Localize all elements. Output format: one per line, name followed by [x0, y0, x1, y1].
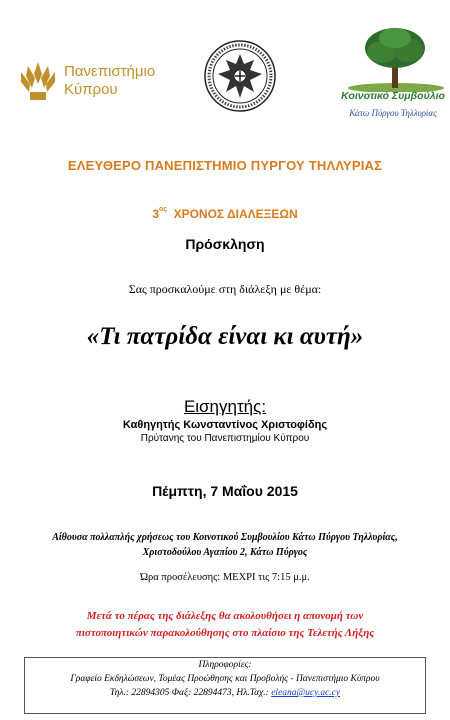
lecture-title: «Τι πατρίδα είναι κι αυτή» [86, 323, 364, 350]
community-council-logo [338, 26, 448, 126]
certificate-note-line1: Μετά το πέρας της διάλεξης θα ακολουθήσει η απονομή των [86, 610, 364, 622]
venue-line1: Αίθουσα πολλαπλής χρήσεως του Κοινοτικού Συμβουλίου Κάτω Πύργου Τηλλυρίας, [52, 532, 398, 543]
info-contact [25, 688, 425, 698]
lecture-series-heading [0, 207, 450, 221]
info-title: Πληροφορίες: [198, 660, 252, 670]
info-office: Γραφείο Εκδηλώσεων, Τομέας Προώθησης και Προβολής - Πανεπιστήμιο Κύπρου [70, 674, 380, 684]
email-link[interactable]: eleana@ucy.ac.cy [271, 688, 341, 698]
speaker-heading: Εισηγητής: [183, 397, 267, 416]
speaker-name: Καθηγητής Κωνσταντίνος Χριστοφίδης [122, 419, 328, 431]
certificate-note-line2: πιστοποιητικών παρακολούθησης στο πλαίσιο της Τελετής Λήξης [75, 627, 375, 639]
university-emblem-icon [20, 60, 56, 102]
event-date: Πέμπτη, 7 Μαΐου 2015 [152, 483, 298, 499]
university-logo [20, 60, 170, 105]
arrival-time: Ώρα προσέλευσης: ΜΕΧΡΙ τις 7:15 μ.μ. [140, 572, 310, 583]
speaker-role: Πρύτανης του Πανεπιστημίου Κύπρου [140, 433, 310, 444]
series-suffix: ος [159, 206, 167, 213]
series-label: ΧΡΟΝΟΣ ΔΙΑΛΕΞΕΩΝ [173, 207, 298, 221]
invitation-intro: Σας προσκαλούμε στη διάλεξη με θέμα: [128, 282, 322, 296]
organization-title: ΕΛΕΥΘΕΡΟ ΠΑΝΕΠΙΣΤΗΜΙΟ ΠΥΡΓΟΥ ΤΗΛΛΥΡΙΑΣ [67, 158, 383, 173]
university-logo-line2: Κύπρου [64, 81, 118, 98]
info-box [24, 657, 426, 714]
invitation-heading: Πρόσκληση [185, 236, 265, 252]
community-logo-subtitle: Κάτω Πύργου Τηλλυρίας [349, 108, 437, 118]
tree-icon [338, 26, 448, 92]
seal-emblem [204, 40, 276, 112]
venue-line2: Χριστοδούλου Αγαπίου 2, Κάτω Πύργος [142, 547, 308, 558]
church-seal-icon [204, 40, 276, 112]
university-logo-line1: Πανεπιστήμιο [64, 63, 156, 80]
info-phone-fax: Τηλ.: 22894305 Φαξ: 22894473, Ηλ.Ταχ.: [109, 688, 272, 698]
community-logo-title: Κοινοτικό Συμβούλιο [341, 90, 445, 102]
series-number: 3 [152, 207, 159, 221]
